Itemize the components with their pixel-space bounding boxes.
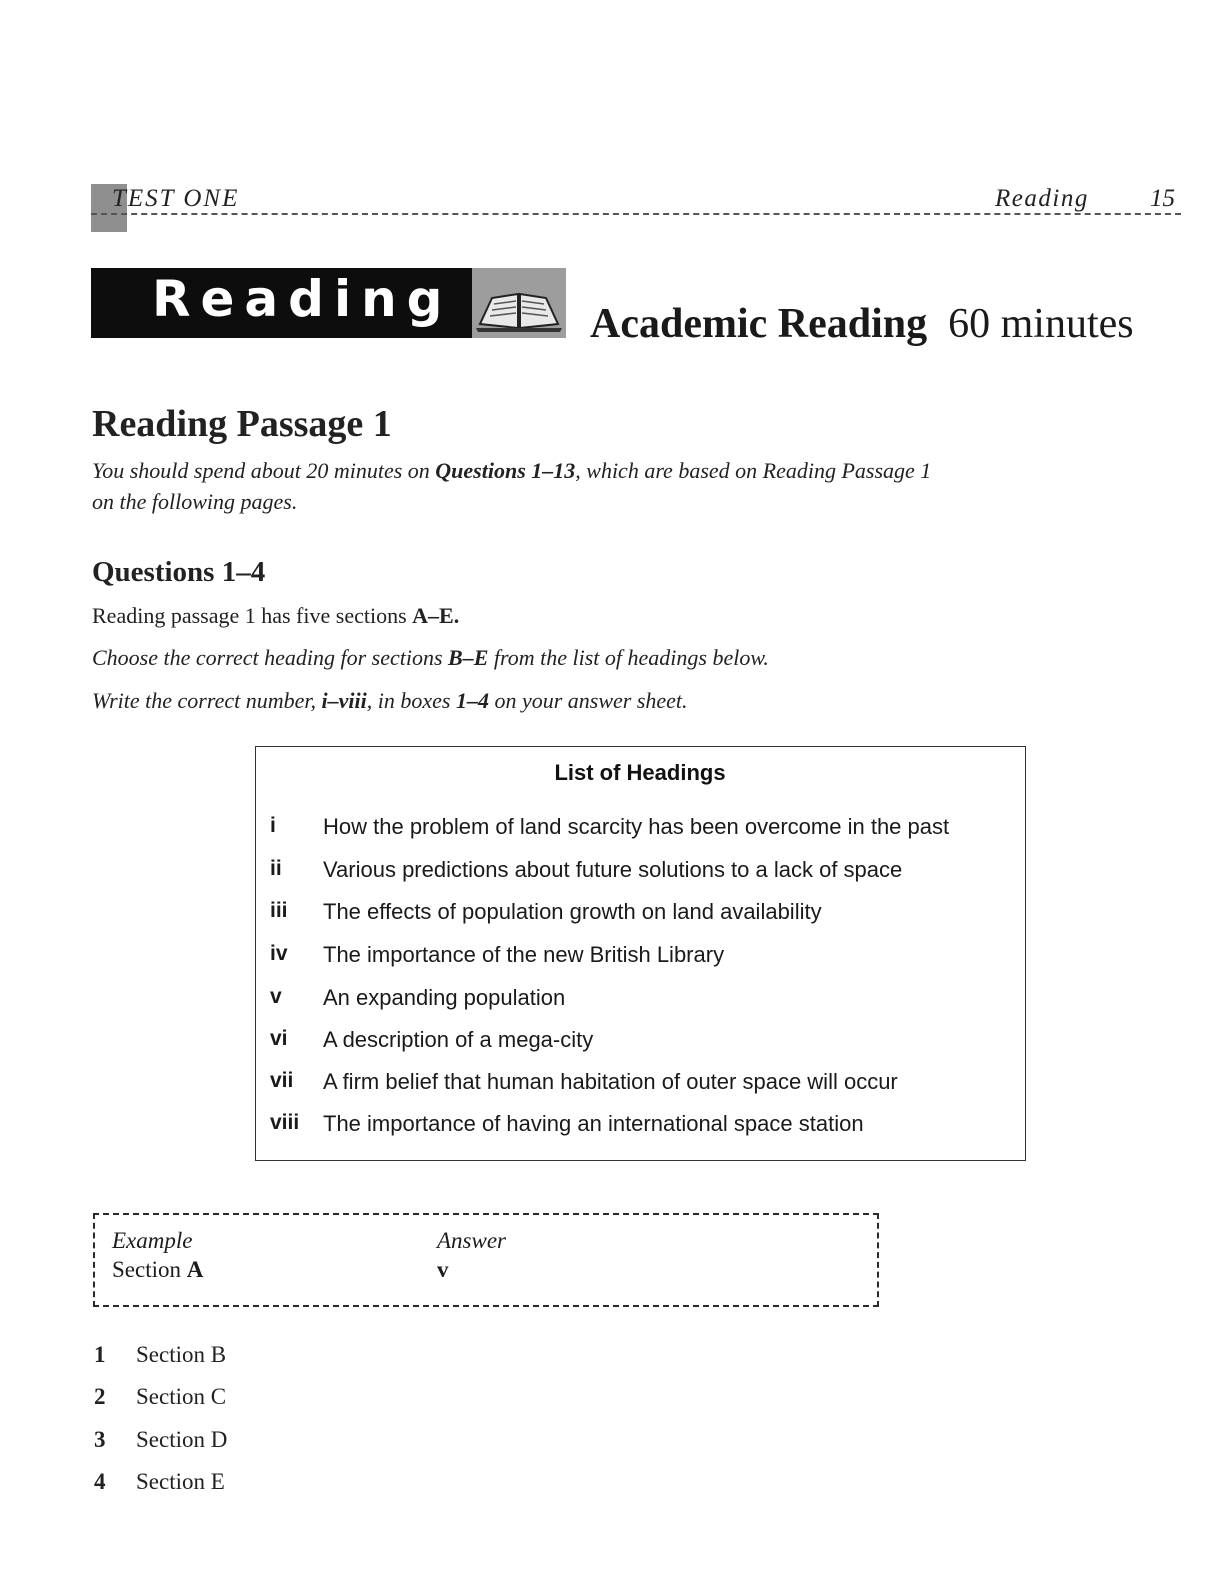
write-instruction: Write the correct number, i–viii, in boxes 1–4 on your answer sheet. [92,688,688,713]
questions-title: Questions 1–4 [92,556,266,588]
test-label: TEST ONE [112,185,240,212]
question-item: 2 Section C [94,1384,227,1409]
question-item: 3 Section D [94,1427,228,1452]
question-item: 4 Section E [94,1469,225,1494]
choose-instruction: Choose the correct heading for sections B–E from the list of headings below. [92,645,769,670]
academic-reading-heading: Academic Reading 60 minutes [590,301,1134,347]
header-divider [91,213,1181,215]
question-item: 1 Section B [94,1342,227,1367]
passage-instructions: You should spend about 20 minutes on Questions 1–13, which are based on Reading Passage 1 on the following pages. [92,458,932,514]
headings-title: List of Headings [554,760,726,785]
open-book-icon [472,268,566,338]
banner-title: Reading [152,270,453,328]
example-label: Example [112,1228,193,1253]
example-answer-value: v [437,1257,449,1282]
page-number: 15 [1150,185,1175,212]
passage-title: Reading Passage 1 [92,403,392,445]
example-answer-label: Answer [437,1228,506,1253]
skill-label: Reading [995,185,1089,212]
example-section: Section A [112,1257,204,1282]
sections-info: Reading passage 1 has five sections A–E. [92,603,460,628]
